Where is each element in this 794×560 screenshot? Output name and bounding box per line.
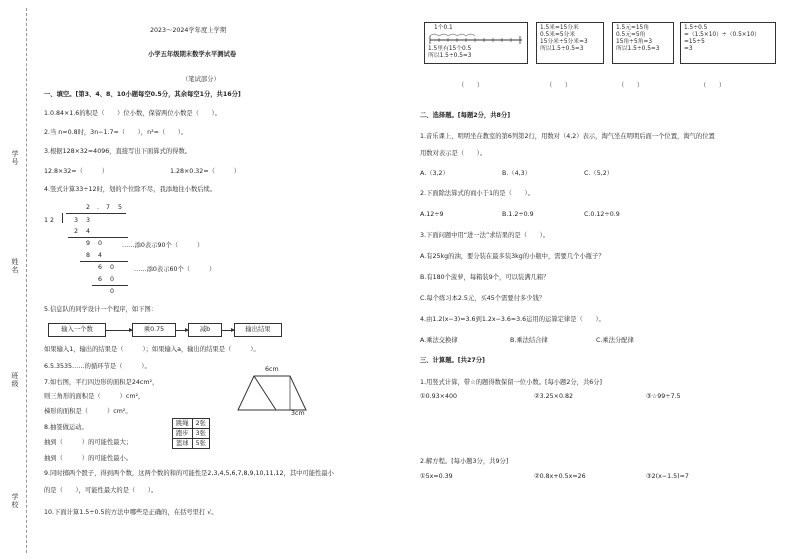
transform-line-3: =15÷5 bbox=[684, 39, 705, 45]
s3-q2-item-1: ①5x=0.39 bbox=[420, 473, 453, 480]
numberline-label: 1个0.1 bbox=[434, 25, 453, 31]
yuan-line-1: 1.5元=15角 bbox=[616, 25, 650, 31]
division-step-1: 2 4 bbox=[73, 228, 90, 235]
flow-box-input: 输入一个数 bbox=[48, 323, 106, 337]
side-label-school: 学校 bbox=[11, 493, 19, 509]
sport-count: 5张 bbox=[192, 439, 209, 449]
s1-question-2: 2.当 n=0.8时，3n−1.7=（ ），n²=（ ）。 bbox=[44, 129, 188, 136]
s1-question-8: 8.抽签做运动。 bbox=[44, 424, 88, 431]
numberline-svg bbox=[428, 32, 524, 46]
division-step-6: 0 bbox=[109, 288, 114, 295]
section3-heading: 三、计算题。[共27分] bbox=[420, 357, 485, 364]
s2-q1-option-b: B.（4,3） bbox=[502, 170, 531, 177]
transform-line-1: 1.5÷0.5 bbox=[684, 25, 708, 31]
s1-question-8a: 抽到（ ）的可能性最大； bbox=[44, 439, 133, 446]
s3-question-1: 1.用竖式计算，带☆的题得数保留一位小数。[每小题2分，共6分] bbox=[420, 379, 603, 386]
yuan-line-4: 所以1.5÷0.5=3 bbox=[616, 46, 660, 52]
s1-question-3b: 1.28×0.32=（ ） bbox=[170, 168, 241, 175]
method-answer-2: （ ） bbox=[546, 82, 572, 89]
sport-name: 跳绳 bbox=[173, 419, 193, 429]
s2-question-1b: 用数对表示是（ ）。 bbox=[420, 150, 487, 157]
division-divisor: 1 2 bbox=[44, 217, 55, 224]
side-label-name: 姓名 bbox=[11, 258, 19, 274]
transform-line-2: =（1.5×10）÷（0.5×10） bbox=[684, 32, 760, 38]
method-answer-3: （ ） bbox=[618, 82, 644, 89]
yuan-line-2: 0.5元=5角 bbox=[616, 32, 646, 38]
division-quotient: 2 . 7 5 bbox=[85, 204, 122, 211]
s1-question-7b: 梯形的面积是（ ）cm²。 bbox=[44, 408, 132, 415]
s2-question-4: 4.由1.2(x−3)=3.6到1.2x−3.6=3.6运用的运算定律是（ ）。 bbox=[420, 316, 605, 323]
transform-line-4: =3 bbox=[684, 46, 693, 52]
flow-box-output: 输出结果 bbox=[234, 323, 282, 337]
s1-question-5: 5.信息队的同学设计一个程序，如下图： bbox=[44, 306, 158, 313]
sport-count: 2张 bbox=[192, 419, 209, 429]
numberline-caption-1: 1.5里有15个0.5 bbox=[428, 46, 472, 52]
s1-question-9: 9.同时掷两个骰子，得到两个数，这两个数的和的可能性是2,3,4,5,6,7,8,9,10,11,12，其中可能性最小 bbox=[44, 470, 334, 477]
binding-line bbox=[26, 8, 27, 553]
division-step-5: 6 0 bbox=[97, 276, 114, 283]
meters-line-3: 15分米÷5分米=3 bbox=[540, 39, 588, 45]
division-step-3: 8 4 bbox=[85, 252, 102, 259]
s1-question-3: 3.根据128×32=4096，直接写出下面算式的得数。 bbox=[44, 148, 192, 155]
s2-q2-option-c: C.0.12÷0.9 bbox=[584, 211, 620, 218]
s2-q4-option-a: A.乘法交换律 bbox=[420, 337, 458, 344]
s2-question-1: 1.音乐课上，明明坐在教室的第6列第2行，用数对（4,2）表示，淘气坐在明明后面一个位置，淘气的位置 bbox=[420, 133, 715, 140]
s1-question-7a: 则三角形的面积是（ ）cm²， bbox=[44, 393, 145, 400]
meters-line-2: 0.5米=5分米 bbox=[540, 32, 576, 38]
s1-question-9a: 的是（ ），可能性最大的是（ ）。 bbox=[44, 487, 158, 494]
s2-q3-option-b: B.有180个菠萝，每箱装9个，可以装满几箱？ bbox=[420, 274, 550, 281]
section1-heading: 一、填空。[第3、4、8、10小题每空0.5分，其余每空1分，共16分] bbox=[44, 91, 241, 98]
division-note-90: ……添0表示90个（ ） bbox=[122, 242, 204, 249]
meters-line-4: 所以1.5÷0.5=3 bbox=[540, 46, 584, 52]
page-title: 小学五年级期末数学水平测试卷 bbox=[148, 51, 237, 58]
meters-line-1: 1.5米=15分米 bbox=[540, 25, 579, 31]
division-note-60: ……添0表示60个（ ） bbox=[134, 266, 216, 273]
s2-q3-option-a: A.有25kg的油，要分装在最多装3kg的小瓶中，需要几个小瓶子？ bbox=[420, 253, 605, 260]
s2-q1-option-c: C.（5,2） bbox=[584, 170, 614, 177]
flow-arrow-1 bbox=[106, 330, 132, 331]
s2-question-3: 3.下面问题中用“进一法”求结果的是（ ）。 bbox=[420, 232, 550, 239]
s3-q1-item-3: ③☆99÷7.5 bbox=[646, 393, 681, 400]
method-box-meters bbox=[536, 22, 604, 64]
division-step-2: 9 0 bbox=[85, 240, 102, 247]
s1-question-7: 7.如右图，平行四边形的面积是24cm²， bbox=[44, 379, 159, 386]
method-box-yuan bbox=[612, 22, 674, 64]
s2-q2-option-a: A.12÷9 bbox=[420, 211, 444, 218]
page-subtitle: （笔试部分） bbox=[182, 76, 220, 83]
trapezoid-top-label: 6cm bbox=[265, 366, 279, 373]
sport-name: 跑步 bbox=[173, 429, 193, 439]
method-answer-1: （ ） bbox=[458, 82, 484, 89]
flow-arrow-3 bbox=[222, 330, 234, 331]
s1-question-5a: 如果输入1，输出的结果是（ ）；如果输入a，输出的结果是（ ）。 bbox=[44, 346, 260, 353]
long-division bbox=[40, 202, 216, 302]
s3-q2-item-3: ③2(x−1.5)=7 bbox=[646, 473, 689, 480]
trapezoid-bottom-label: 3cm bbox=[291, 410, 305, 417]
method-answer-4: （ ） bbox=[700, 82, 726, 89]
sports-row bbox=[173, 439, 210, 449]
sports-row bbox=[173, 419, 210, 429]
flow-box-subtract: 减b bbox=[188, 323, 222, 337]
numberline-caption-2: 所以1.5÷0.5=3 bbox=[428, 53, 472, 59]
s2-q4-option-c: C.乘法分配律 bbox=[596, 337, 634, 344]
s2-q3-option-c: C.每个练习本2.5元，买45个需要付多少钱？ bbox=[420, 295, 546, 302]
s1-question-3a: 12.8×32=（ ） bbox=[44, 168, 109, 175]
sport-name: 篮球 bbox=[173, 439, 193, 449]
s2-q2-option-b: B.1.2÷0.9 bbox=[502, 211, 534, 218]
s3-question-2: 2.解方程。[每小题3分，共9分] bbox=[420, 458, 509, 465]
s2-question-2: 2.下面除法算式的商小于1的是（ ）。 bbox=[420, 190, 534, 197]
s2-q1-option-a: A.（3,2） bbox=[420, 170, 449, 177]
s1-question-4: 4.竖式计算33÷12时，划的个位除不尽，我添地往小数后续。 bbox=[44, 186, 217, 193]
flow-box-multiply: 乘0.75 bbox=[132, 323, 176, 337]
s3-q2-item-2: ②0.8x+0.5x=26 bbox=[534, 473, 586, 480]
flow-arrow-2 bbox=[176, 330, 188, 331]
trapezoid-figure bbox=[232, 366, 312, 420]
side-label-student-id: 学号 bbox=[11, 150, 19, 166]
method-box-transform bbox=[680, 22, 776, 64]
s1-question-8b: 抽到（ ）的可能性最小。 bbox=[44, 455, 133, 462]
s2-q4-option-b: B.乘法结合律 bbox=[510, 337, 548, 344]
sport-count: 3张 bbox=[192, 429, 209, 439]
school-year: 2023～2024学年度上学期 bbox=[150, 27, 227, 34]
s1-question-10: 10.下面计算1.5÷0.5的方法中哪些是正确的，在括号里打 √。 bbox=[44, 509, 218, 516]
s1-question-1: 1.0.84×1.6的积是（ ）位小数，保留两位小数是（ ）。 bbox=[44, 110, 221, 117]
sports-table bbox=[172, 418, 210, 449]
side-label-class: 班级 bbox=[11, 372, 19, 388]
division-dividend: 3 3 bbox=[73, 217, 90, 224]
division-step-4: 6 0 bbox=[97, 264, 114, 271]
s1-question-6: 6.5.3535……的循环节是（ ）。 bbox=[44, 363, 151, 370]
yuan-line-3: 15角÷5角=3 bbox=[616, 39, 653, 45]
section2-heading: 二、选择题。[每题2分，共8分] bbox=[420, 112, 511, 119]
s3-q1-item-2: ②3.25×0.82 bbox=[534, 393, 573, 400]
s3-q1-item-1: ①0.93×400 bbox=[420, 393, 457, 400]
sports-row bbox=[173, 429, 210, 439]
method-box-numberline bbox=[424, 22, 528, 64]
